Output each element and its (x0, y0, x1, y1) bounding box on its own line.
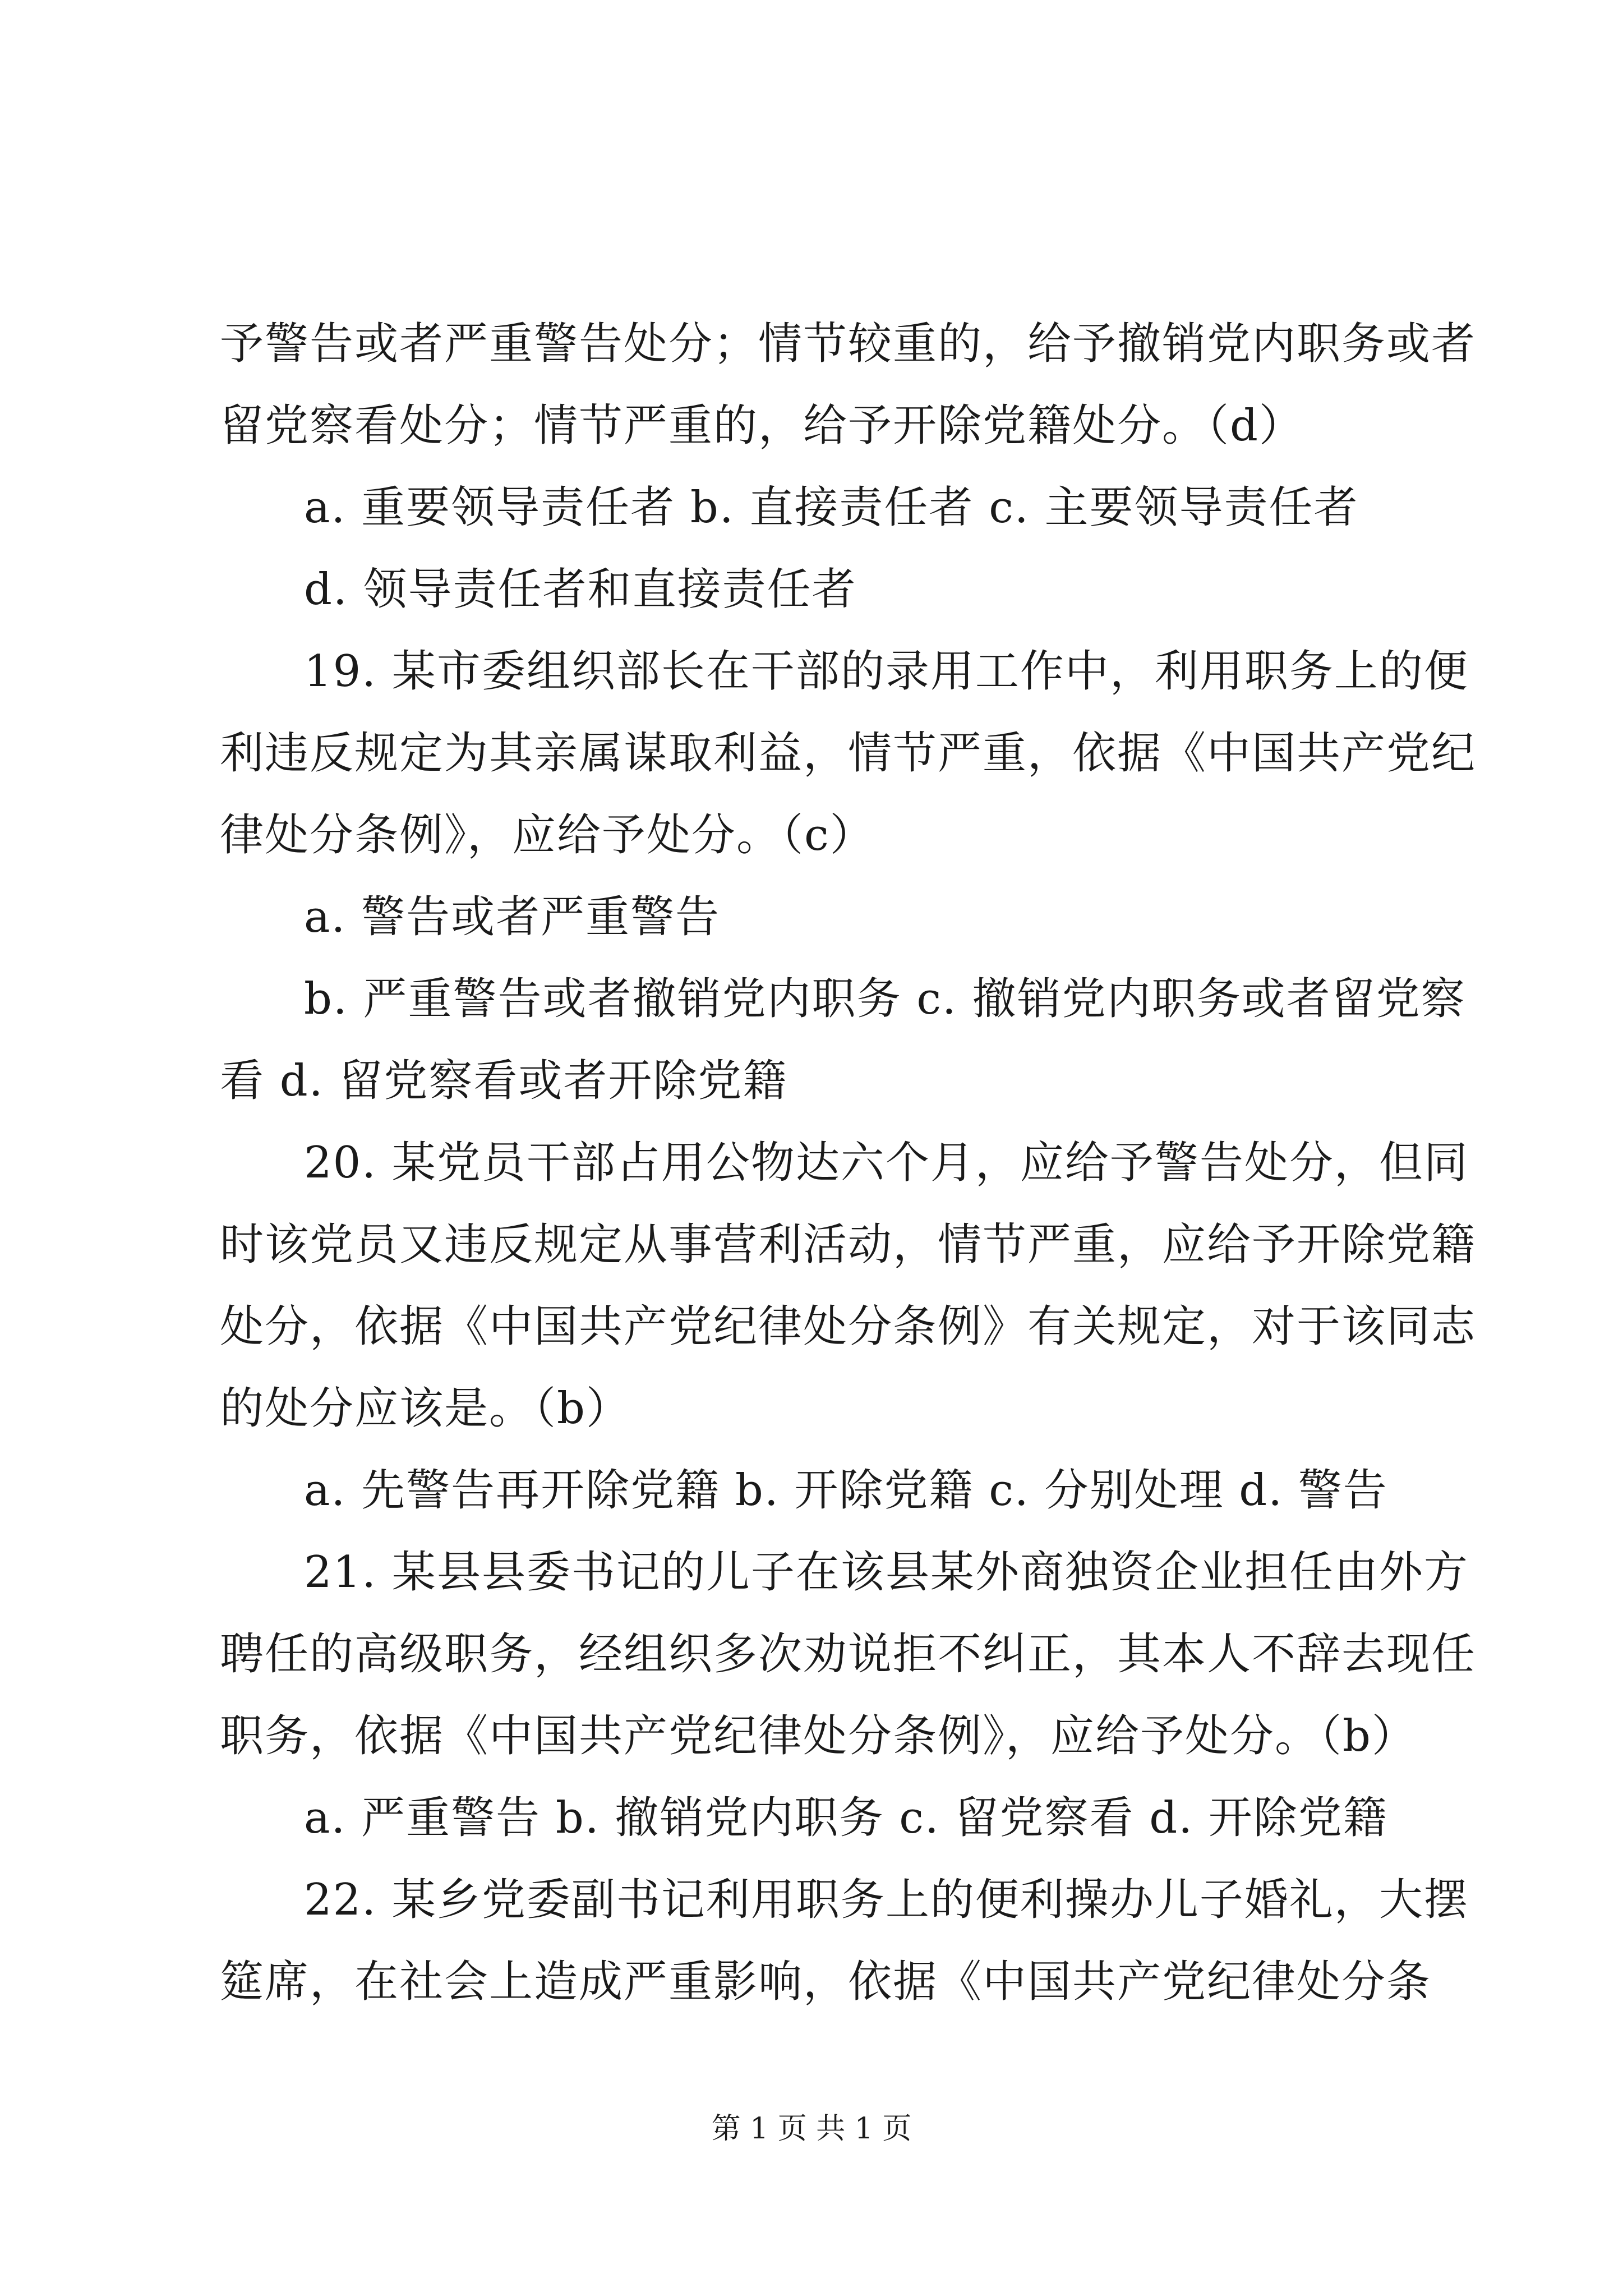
answer-options-line: a. 重要领导责任者 b. 直接责任者 c. 主要领导责任者 (304, 482, 1359, 533)
answer-options-line: d. 领导责任者和直接责任者 (304, 564, 857, 615)
document-body (220, 303, 1477, 2023)
question-21-line: 21. 某县县委书记的儿子在该县某外商独资企业担任由外方 (304, 1547, 1469, 1598)
text-line: 处分，依据《中国共产党纪律处分条例》有关规定，对于该同志 (220, 1301, 1477, 1352)
text-line: 聘任的高级职务，经组织多次劝说拒不纠正，其本人不辞去现任 (220, 1629, 1477, 1680)
answer-options-line: a. 严重警告 b. 撤销党内职务 c. 留党察看 d. 开除党籍 (304, 1793, 1388, 1843)
answer-options-line: b. 严重警告或者撤销党内职务 c. 撤销党内职务或者留党察 (304, 974, 1466, 1024)
text-line: 筵席，在社会上造成严重影响，依据《中国共产党纪律处分条 (220, 1957, 1432, 2007)
page-number-label: 第 1 页 共 1 页 (711, 2112, 912, 2146)
question-20-line: 20. 某党员干部占用公物达六个月，应给予警告处分，但同 (304, 1138, 1469, 1188)
text-line: 律处分条例》，应给予处分。（c） (220, 810, 875, 861)
text-line: 时该党员又违反规定从事营利活动，情节严重，应给予开除党籍 (220, 1220, 1477, 1270)
text-line: 看 d. 留党察看或者开除党籍 (220, 1056, 788, 1106)
answer-options-line: a. 先警告再开除党籍 b. 开除党籍 c. 分别处理 d. 警告 (304, 1465, 1388, 1516)
answer-options-line: a. 警告或者严重警告 (304, 892, 721, 942)
text-line: 予警告或者严重警告处分；情节较重的，给予撤销党内职务或者 (220, 319, 1477, 369)
page-footer (0, 2109, 1623, 2148)
question-19-line: 19. 某市委组织部长在干部的录用工作中，利用职务上的便 (304, 646, 1469, 697)
text-line: 留党察看处分；情节严重的，给予开除党籍处分。（d） (220, 401, 1304, 451)
text-line: 职务，依据《中国共产党纪律处分条例》，应给予处分。（b） (220, 1711, 1417, 1761)
question-22-line: 22. 某乡党委副书记利用职务上的便利操办儿子婚礼，大摆 (304, 1875, 1469, 1925)
text-line: 利违反规定为其亲属谋取利益，情节严重，依据《中国共产党纪 (220, 728, 1477, 779)
text-line: 的处分应该是。（b） (220, 1383, 631, 1434)
